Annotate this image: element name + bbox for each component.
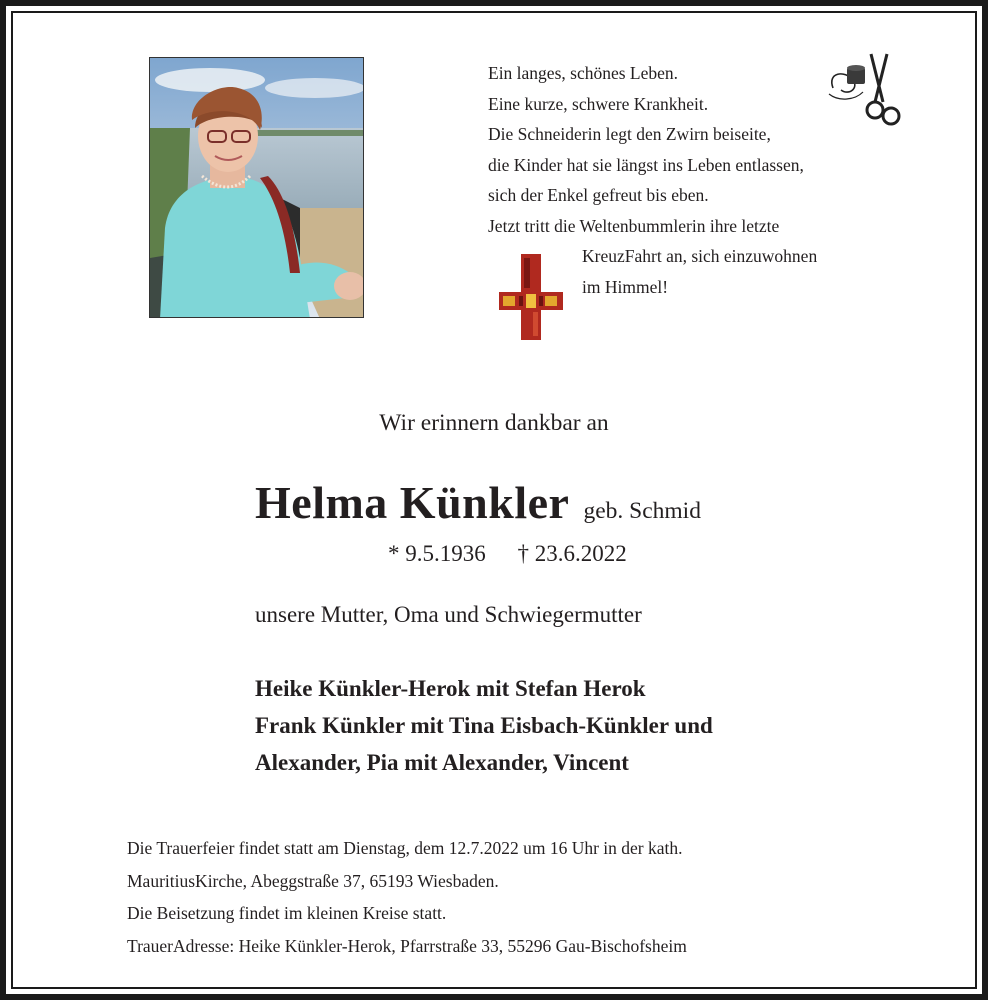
poem-line: KreuzFahrt an, sich einzuwohnen bbox=[582, 246, 818, 266]
mourner-line: Heike Künkler-Herok mit Stefan Herok bbox=[255, 676, 646, 701]
notice-line: Die Beisetzung findet im kleinen Kreise statt. bbox=[127, 903, 447, 923]
cross-icon bbox=[497, 252, 565, 342]
mourner-line: Frank Künkler mit Tina Eisbach-Künkler und bbox=[255, 713, 713, 738]
life-dates bbox=[388, 541, 627, 567]
notice-line: TrauerAdresse: Heike Künkler-Herok, Pfarrstraße 33, 55296 Gau-Bischofsheim bbox=[127, 935, 687, 956]
maiden-name: geb. Schmid bbox=[583, 498, 701, 524]
relation-text: unsere Mutter, Oma und Schwiegermutter bbox=[255, 602, 642, 627]
poem-line: Die Schneiderin legt den Zwirn beiseite, bbox=[488, 124, 771, 144]
mourner-line: Alexander, Pia mit Alexander, Vincent bbox=[255, 750, 629, 775]
deceased-name: Helma Künkler bbox=[255, 477, 570, 528]
funeral-notice bbox=[127, 832, 687, 962]
remembrance-intro: Wir erinnern dankbar an bbox=[379, 410, 609, 436]
portrait-photo bbox=[149, 57, 364, 318]
poem-line: im Himmel! bbox=[582, 276, 669, 297]
birth-date: * 9.5.1936 bbox=[388, 541, 486, 566]
poem-line: Eine kurze, schwere Krankheit. bbox=[488, 93, 709, 114]
mourners-list bbox=[255, 670, 713, 781]
poem-line: die Kinder hat sie längst ins Leben entlassen, bbox=[488, 154, 804, 175]
deceased-name-line bbox=[255, 476, 701, 529]
poem-line: Jetzt tritt die Weltenbummlerin ihre letzte bbox=[488, 215, 780, 236]
scissors-thread-icon bbox=[825, 50, 903, 128]
poem-line: sich der Enkel gefreut bis eben. bbox=[488, 185, 709, 205]
notice-line: MauritiusKirche, Abeggstraße 37, 65193 Wiesbaden. bbox=[127, 870, 499, 891]
poem-line: Ein langes, schönes Leben. bbox=[488, 63, 679, 83]
notice-line: Die Trauerfeier findet statt am Dienstag, dem 12.7.2022 um 16 Uhr in der kath. bbox=[127, 838, 683, 858]
death-date: † 23.6.2022 bbox=[517, 541, 627, 566]
